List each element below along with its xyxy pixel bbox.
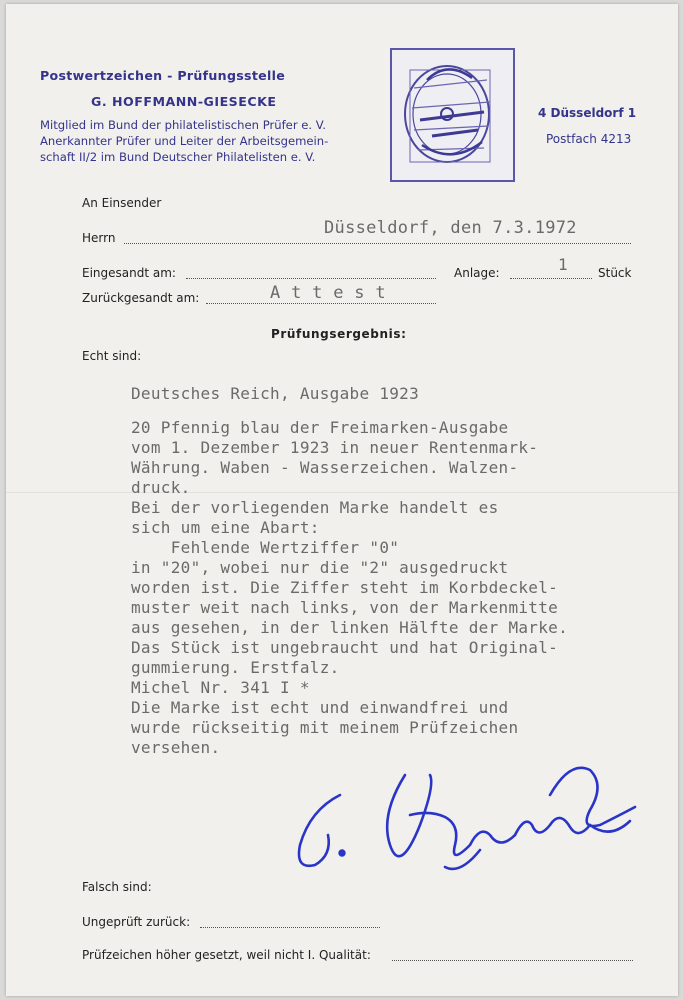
typed-attest: A t t e s t: [270, 283, 386, 303]
letterhead-line-1: Mitglied im Bund der philatelistischen Prüfer e. V.: [40, 118, 326, 132]
label-falsch-sind: Falsch sind:: [82, 880, 152, 894]
zurueck-dotted-line: [206, 303, 436, 304]
eingesandt-dotted-line: [186, 278, 436, 279]
expert-stamp-box: [390, 48, 515, 182]
typed-line: druck.: [131, 478, 191, 497]
anlage-dotted-line: [510, 278, 592, 279]
label-echt-sind: Echt sind:: [82, 349, 142, 363]
letterhead-address: 4 Düsseldorf 1: [538, 106, 637, 120]
typed-line: vom 1. Dezember 1923 in neuer Rentenmark-: [131, 438, 539, 457]
typed-line: Das Stück ist ungebraucht und hat Original-: [131, 638, 559, 657]
typed-line: aus gesehen, in der linken Hälfte der Marke.: [131, 618, 569, 637]
typed-line: Michel Nr. 341 I *: [131, 678, 310, 697]
label-anlage: Anlage:: [454, 266, 500, 280]
hoeher-dotted-line: [392, 960, 633, 961]
typed-line: versehen.: [131, 738, 221, 757]
letterhead-postbox: Postfach 4213: [546, 132, 632, 146]
letterhead-line-2: Anerkannter Prüfer und Leiter der Arbeitsgemein-: [40, 134, 329, 148]
typed-line: Fehlende Wertziffer "0": [131, 538, 400, 557]
typed-line: Bei der vorliegenden Marke handelt es: [131, 498, 499, 517]
typed-line: in "20", wobei nur die "2" ausgedruckt: [131, 558, 509, 577]
label-zurueckgesandt: Zurückgesandt am:: [82, 291, 200, 305]
typed-line: wurde rückseitig mit meinem Prüfzeichen: [131, 718, 519, 737]
expert-stamp-icon: [392, 50, 513, 180]
handwritten-signature: [270, 755, 650, 890]
typed-line: sich um eine Abart:: [131, 518, 320, 537]
label-ungeprueft: Ungeprüft zurück:: [82, 915, 191, 929]
ungeprueft-dotted-line: [200, 927, 380, 928]
label-eingesandt: Eingesandt am:: [82, 266, 176, 280]
label-herrn: Herrn: [82, 231, 116, 245]
label-an-einsender: An Einsender: [82, 196, 162, 210]
letterhead-name: G. HOFFMANN-GIESECKE: [91, 94, 277, 109]
label-stueck: Stück: [598, 266, 632, 280]
herrn-dotted-line: [124, 243, 631, 244]
typed-line: Währung. Waben - Wasserzeichen. Walzen-: [131, 458, 519, 477]
typed-heading: Deutsches Reich, Ausgabe 1923: [131, 384, 420, 403]
anlage-count: 1: [558, 255, 568, 274]
typed-line: Die Marke ist echt und einwandfrei und: [131, 698, 509, 717]
label-pruefungsergebnis: Prüfungsergebnis:: [271, 327, 407, 341]
letterhead-line-3: schaft II/2 im Bund Deutscher Philatelisten e. V.: [40, 150, 316, 164]
paper-fold-line: [6, 492, 678, 493]
letterhead-title: Postwertzeichen - Prüfungsstelle: [40, 68, 286, 83]
typed-line: muster weit nach links, von der Markenmitte: [131, 598, 559, 617]
typed-date: Düsseldorf, den 7.3.1972: [324, 218, 577, 238]
typed-line: gummierung. Erstfalz.: [131, 658, 340, 677]
typed-line: 20 Pfennig blau der Freimarken-Ausgabe: [131, 418, 509, 437]
label-hoeher-gesetzt: Prüfzeichen höher gesetzt, weil nicht I. Qualität:: [82, 948, 371, 962]
typed-line: worden ist. Die Ziffer steht im Korbdeckel-: [131, 578, 559, 597]
